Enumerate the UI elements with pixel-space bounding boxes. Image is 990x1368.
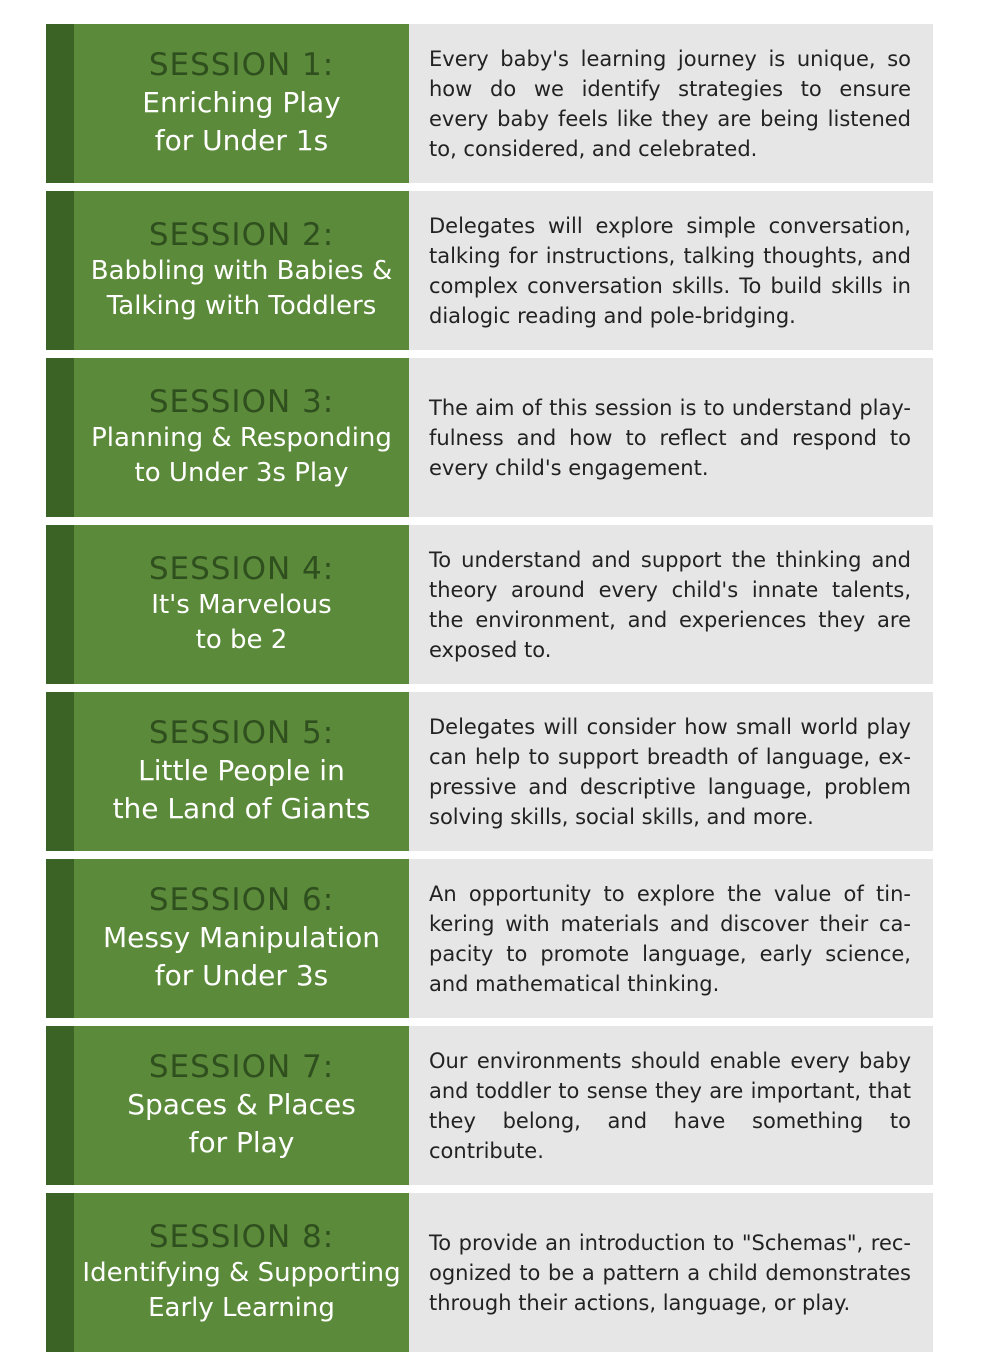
session-title: Enriching Play for Under 1s [142, 86, 341, 158]
session-description-panel [409, 1026, 933, 1185]
session-description-panel [409, 24, 933, 183]
session-description: The aim of this session is to understand play-fulness and how to reflect and respond to every child's engagement. [429, 395, 911, 480]
session-description: Our environments should enable every baby and toddler to sense they are important, that they belong, and have something to contribute. [429, 1048, 911, 1163]
session-description-panel [409, 859, 933, 1018]
session-title: Planning & Responding to Under 3s Play [91, 423, 392, 489]
session-number: SESSION 5: [148, 715, 335, 752]
session-description-panel [409, 358, 933, 517]
session-row-8 [46, 1193, 933, 1352]
session-title: It's Marvelous to be 2 [151, 590, 332, 656]
session-row-1 [46, 24, 933, 183]
session-title: Messy Manipulation for Under 3s [103, 921, 380, 993]
session-row-6 [46, 859, 933, 1018]
session-description: Delegates will consider how small world play can help to support breadth of language, ex-pressive and descriptive language, problem solving skills, social skills, and more. [429, 714, 911, 829]
session-number: SESSION 6: [148, 882, 335, 919]
session-heading-panel [46, 191, 409, 350]
session-description: Delegates will explore simple conversation, talking for instructions, talking thoughts, and complex conversation skills. To build skills in dialogic reading and pole-bridging. [429, 213, 911, 328]
session-description-panel [409, 692, 933, 851]
session-title: Spaces & Places for Play [127, 1088, 356, 1160]
session-title: Little People in the Land of Giants [112, 754, 371, 826]
session-row-3 [46, 358, 933, 517]
session-row-5 [46, 692, 933, 851]
session-description: To understand and support the thinking and theory around every child's innate talents, the environment, and experiences they are exposed to. [429, 547, 911, 662]
session-number: SESSION 4: [148, 550, 335, 587]
session-heading-panel [46, 24, 409, 183]
session-row-7 [46, 1026, 933, 1185]
session-number: SESSION 1: [148, 47, 335, 84]
session-description: Every baby's learning journey is unique, so how do we identify strategies to ensure every baby feels like they are being listened to, considered, and celebrated. [429, 46, 911, 161]
session-description: To provide an introduction to "Schemas", rec-ognized to be a pattern a child demonstrates through their actions, language, or play. [429, 1230, 911, 1315]
session-heading-panel [46, 1026, 409, 1185]
session-heading-panel [46, 1193, 409, 1352]
session-title: Identifying & Supporting Early Learning [82, 1258, 401, 1324]
session-description-panel [409, 191, 933, 350]
session-description: An opportunity to explore the value of tin-kering with materials and discover their ca-pacity to promote language, early science, and mathematical thinking. [429, 881, 911, 996]
session-row-4 [46, 525, 933, 684]
session-title: Babbling with Babies & Talking with Toddlers [90, 256, 393, 322]
session-heading-panel [46, 525, 409, 684]
session-heading-panel [46, 358, 409, 517]
session-heading-panel [46, 859, 409, 1018]
session-number: SESSION 7: [148, 1049, 335, 1086]
session-description-panel [409, 525, 933, 684]
session-number: SESSION 2: [148, 216, 335, 253]
session-number: SESSION 3: [148, 383, 335, 420]
session-row-2 [46, 191, 933, 350]
session-heading-panel [46, 692, 409, 851]
session-list [46, 24, 933, 1360]
session-description-panel [409, 1193, 933, 1352]
session-number: SESSION 8: [148, 1218, 335, 1255]
